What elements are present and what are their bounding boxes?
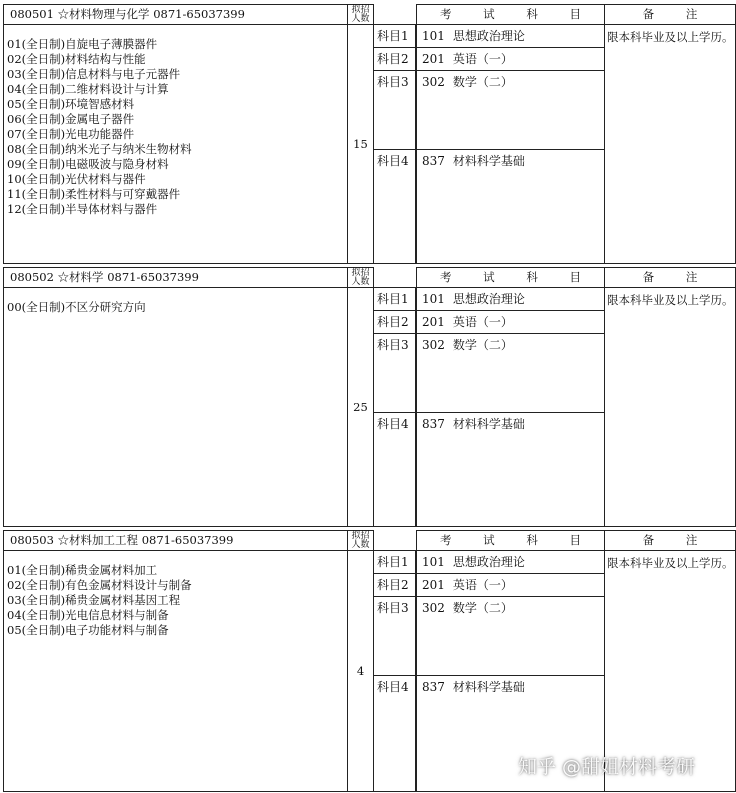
program-table (3, 4, 736, 264)
direction-item: 03(全日制)信息材料与电子元器件 (7, 67, 181, 81)
subject-row (374, 551, 604, 574)
exam-subjects-header: 考 试 科 目 (417, 268, 605, 288)
exam-subjects (374, 288, 605, 527)
program-body-row (4, 288, 736, 527)
subject-name: 思想政治理论 (452, 555, 525, 569)
program-title (4, 268, 348, 288)
program-table (3, 267, 736, 527)
subject-code: 302 (422, 601, 445, 615)
subject-row (374, 334, 604, 413)
direction-item: 02(全日制)有色金属材料设计与制备 (7, 578, 192, 592)
program-phone: 0871-65037399 (141, 533, 234, 547)
program-header-row (4, 268, 736, 288)
subject-code: 837 (422, 154, 445, 168)
subject-row (374, 413, 604, 526)
subject-row (374, 25, 604, 48)
quota-header: 拟招 人数 (348, 268, 374, 288)
subject-code: 302 (422, 75, 445, 89)
enrollment-quota: 25 (348, 288, 374, 527)
subject-label: 科目3 (377, 601, 409, 615)
subject-code: 101 (422, 292, 445, 306)
subject-name: 数学（二） (452, 601, 513, 615)
subject-name: 材料科学基础 (452, 417, 525, 431)
program-phone: 0871-65037399 (107, 270, 199, 284)
program-title (4, 531, 348, 551)
subject-label: 科目3 (377, 75, 409, 89)
direction-item: 11(全日制)柔性材料与可穿戴器件 (7, 187, 181, 201)
direction-item: 09(全日制)电磁吸波与隐身材料 (7, 157, 169, 171)
notes-header: 备 注 (605, 268, 736, 288)
program-phone: 0871-65037399 (153, 7, 245, 21)
program-block-080502 (3, 267, 735, 527)
exam-subjects-header: 考 试 科 目 (417, 5, 605, 25)
watermark-text: 知乎 @甜姐材料考研 (518, 756, 696, 778)
program-name: ☆材料物理与化学 (57, 7, 150, 21)
direction-item: 04(全日制)光电信息材料与制备 (7, 608, 169, 622)
direction-item: 05(全日制)环境智感材料 (7, 97, 135, 111)
subject-code: 201 (422, 315, 445, 329)
subject-name: 数学（二） (452, 338, 513, 352)
program-notes: 限本科毕业及以上学历。 (605, 25, 736, 264)
subject-label: 科目2 (377, 578, 409, 592)
program-title (4, 5, 348, 25)
subject-label: 科目4 (377, 417, 409, 431)
direction-item: 08(全日制)纳米光子与纳米生物材料 (7, 142, 192, 156)
subject-code: 101 (422, 555, 445, 569)
research-directions (4, 25, 348, 264)
subject-code: 201 (422, 578, 445, 592)
direction-item: 05(全日制)电子功能材料与制备 (7, 623, 169, 637)
exam-subjects (374, 25, 605, 264)
program-name: ☆材料加工工程 (57, 533, 139, 547)
direction-item: 01(全日制)自旋电子薄膜器件 (7, 37, 158, 51)
notes-header: 备 注 (605, 531, 736, 551)
enrollment-quota: 4 (348, 551, 374, 792)
direction-item: 03(全日制)稀贵金属材料基因工程 (7, 593, 181, 607)
subject-label: 科目1 (377, 555, 409, 569)
subject-code: 101 (422, 29, 445, 43)
direction-item: 10(全日制)光伏材料与器件 (7, 172, 146, 186)
direction-item: 02(全日制)材料结构与性能 (7, 52, 146, 66)
subject-row (374, 150, 604, 263)
subject-code: 837 (422, 680, 445, 694)
research-directions (4, 288, 348, 527)
program-header-row (4, 531, 736, 551)
subject-name: 数学（二） (452, 75, 513, 89)
direction-item: 12(全日制)半导体材料与器件 (7, 202, 158, 216)
subject-name: 材料科学基础 (452, 680, 525, 694)
direction-item: 01(全日制)稀贵金属材料加工 (7, 563, 158, 577)
subject-name: 思想政治理论 (452, 292, 525, 306)
subject-row (374, 597, 604, 676)
program-code: 080503 (10, 533, 54, 547)
subject-label: 科目4 (377, 154, 409, 168)
subject-row (374, 288, 604, 311)
subject-label: 科目1 (377, 29, 409, 43)
subject-row (374, 574, 604, 597)
subject-row (374, 48, 604, 71)
subject-row (374, 311, 604, 334)
notes-header: 备 注 (605, 5, 736, 25)
subject-code: 201 (422, 52, 445, 66)
subject-label: 科目2 (377, 315, 409, 329)
subject-code: 302 (422, 338, 445, 352)
subject-code: 837 (422, 417, 445, 431)
subject-name: 材料科学基础 (452, 154, 525, 168)
subject-row (374, 71, 604, 150)
direction-item: 07(全日制)光电功能器件 (7, 127, 135, 141)
research-directions (4, 551, 348, 792)
quota-header: 拟招 人数 (348, 5, 374, 25)
subject-label: 科目3 (377, 338, 409, 352)
blank-header-cell (374, 531, 417, 551)
enrollment-quota: 15 (348, 25, 374, 264)
direction-item: 00(全日制)不区分研究方向 (7, 300, 146, 314)
exam-subjects-header: 考 试 科 目 (417, 531, 605, 551)
subject-label: 科目1 (377, 292, 409, 306)
program-body-row (4, 25, 736, 264)
subject-name: 思想政治理论 (452, 29, 525, 43)
subject-name: 英语（一） (452, 315, 513, 329)
subject-name: 英语（一） (452, 578, 513, 592)
program-notes: 限本科毕业及以上学历。 (605, 288, 736, 527)
subject-label: 科目2 (377, 52, 409, 66)
blank-header-cell (374, 268, 417, 288)
blank-header-cell (374, 5, 417, 25)
quota-header: 拟招 人数 (348, 531, 374, 551)
program-block-080501 (3, 4, 735, 264)
subject-name: 英语（一） (452, 52, 513, 66)
program-code: 080502 (10, 270, 54, 284)
direction-item: 06(全日制)金属电子器件 (7, 112, 135, 126)
program-name: ☆材料学 (57, 270, 104, 284)
program-header-row (4, 5, 736, 25)
subject-label: 科目4 (377, 680, 409, 694)
program-notes: 限本科毕业及以上学历。 (605, 551, 736, 792)
program-code: 080501 (10, 7, 54, 21)
direction-item: 04(全日制)二维材料设计与计算 (7, 82, 169, 96)
